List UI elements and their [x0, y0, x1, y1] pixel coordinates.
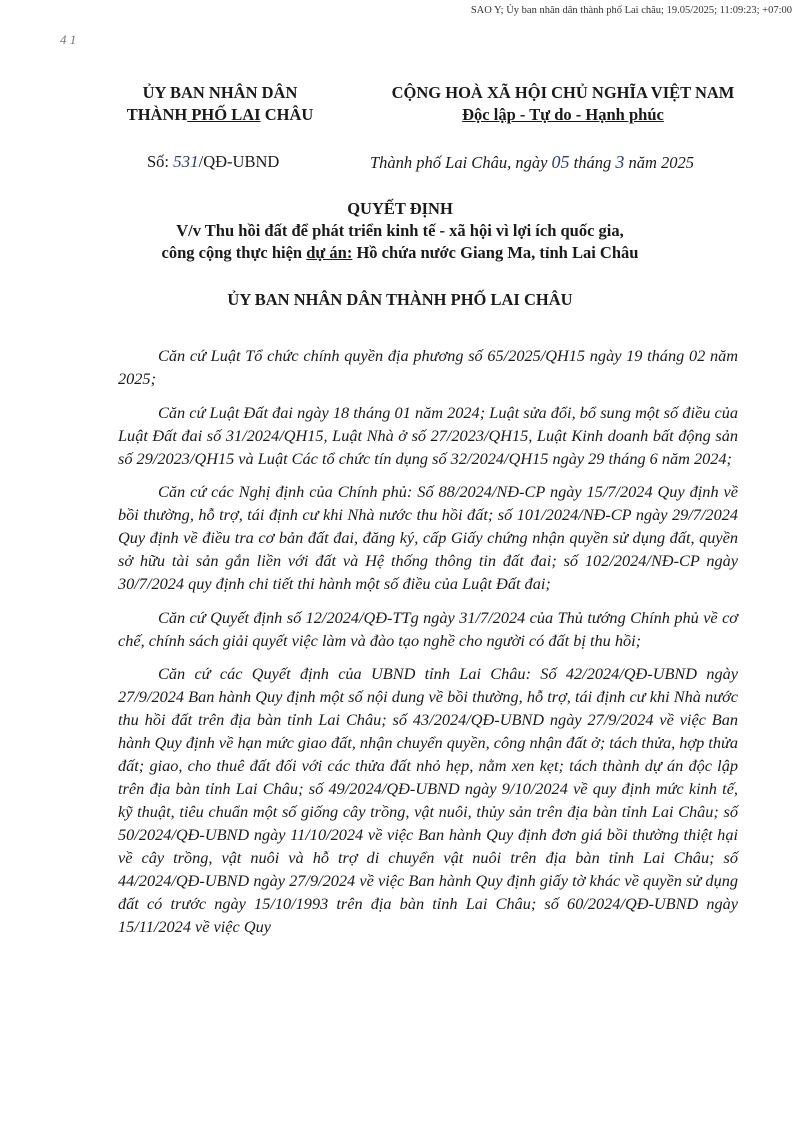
handwritten-margin-mark: 4 1: [60, 32, 77, 47]
legal-basis-paragraph-1: Căn cứ Luật Tổ chức chính quyền địa phương số 65/2025/QH15 ngày 19 tháng 02 năm 2025;: [118, 346, 738, 388]
date-suffix: năm 2025: [624, 153, 695, 172]
document-body: [118, 344, 738, 949]
issuing-agency: [92, 82, 348, 126]
date-mid: tháng: [569, 153, 616, 172]
agency-line-2: [92, 104, 348, 126]
agency-line-2-b: PHỐ LAI: [187, 105, 261, 124]
issuer-heading: ỦY BAN NHÂN DÂN THÀNH PHỐ LAI CHÂU: [227, 290, 573, 309]
date-month: 3: [615, 152, 625, 172]
subject-line-2-c: Hồ chứa nước Giang Ma, tỉnh Lai Châu: [352, 243, 639, 262]
national-title: [354, 82, 772, 126]
number-suffix: /QĐ-UBND: [198, 152, 280, 171]
decision-title: QUYẾT ĐỊNH: [347, 199, 453, 218]
agency-line-1: ỦY BAN NHÂN DÂN: [142, 83, 298, 102]
document-header: [0, 82, 800, 182]
subject-line-2-a: công cộng thực hiện: [161, 243, 307, 262]
date-prefix: Thành phố Lai Châu, ngày: [370, 153, 552, 172]
document-number: [147, 152, 279, 172]
legal-basis-paragraph-5: Căn cứ các Quyết định của UBND tỉnh Lai Châu: Số 42/2024/QĐ-UBND ngày 27/9/2024 Ban hành Quy định một số nội dung về bồi thường, hỗ trợ, tái định cư khi Nhà nước thu hồi đất trên địa bàn tỉnh Lai Châu; số 43/2024/QĐ-UBND ngày 27/9/2024 về việc Ban hành Quy định về hạn mức giao đất, nhận chuyển quyền, công nhận đất ở; tách thửa, hợp thửa đất; giao, cho thuê đất đối với các thửa đất nhỏ hẹp, nằm xen kẹt; tách thành dự án độc lập trên địa bàn tỉnh Lai Châu; số 49/2024/QĐ-UBND ngày 9/10/2024 về quy định mức kinh tế, kỹ thuật, tiêu chuẩn một số giống cây trồng, vật nuôi, thủy sản trên địa bàn tỉnh Lai Châu; số 50/2024/QĐ-UBND ngày 11/10/2024 về việc Ban hành Quy định đơn giá bồi thường thiệt hại về cây trồng, vật nuôi và hỗ trợ di chuyển vật nuôi trên địa bàn tỉnh Lai Châu; số 44/2024/QĐ-UBND ngày 27/9/2024 về việc Ban hành Quy định giấy tờ khác về quyền sử dụng đất có trước ngày 15/10/1993 trên địa bàn tỉnh Lai Châu; số 60/2024/QĐ-UBND ngày 15/11/2024 về việc Quy: [118, 664, 738, 936]
decision-title-block: [0, 198, 800, 264]
motto-text: Độc lập - Tự do - Hạnh phúc: [462, 105, 664, 124]
date-day: 05: [551, 152, 570, 172]
subject-line-2-b: dự án:: [306, 243, 353, 262]
legal-basis-paragraph-3: Căn cứ các Nghị định của Chính phủ: Số 88/2024/NĐ-CP ngày 15/7/2024 Quy định về bồi thường, hỗ trợ, tái định cư khi Nhà nước thu hồi đất; số 101/2024/NĐ-CP ngày 29/7/2024 Quy định về điều tra cơ bản đất đai, đăng ký, cấp Giấy chứng nhận quyền sử dụng đất, quyền sở hữu tài sản gắn liền với đất và Hệ thống thông tin đất đai; số 102/2024/NĐ-CP ngày 30/7/2024 quy định chi tiết thi hành một số điều của Luật Đất đai;: [118, 482, 738, 593]
decision-subject-line-1: V/v Thu hồi đất để phát triển kinh tế - xã hội vì lợi ích quốc gia,: [176, 221, 624, 240]
decision-subject-line-2: [0, 242, 800, 264]
number-prefix: Số:: [147, 152, 174, 171]
document-date: [370, 152, 694, 173]
number-handwritten: 531: [173, 152, 199, 171]
legal-basis-paragraph-4: Căn cứ Quyết định số 12/2024/QĐ-TTg ngày 31/7/2024 của Thủ tướng Chính phủ về cơ chế, chính sách giải quyết việc làm và đào tạo nghề cho người có đất bị thu hồi;: [118, 607, 738, 650]
country-name: CỘNG HOÀ XÃ HỘI CHỦ NGHĨA VIỆT NAM: [391, 83, 735, 102]
agency-line-2-c: CHÂU: [260, 105, 314, 124]
digital-copy-stamp: SAO Y; Ủy ban nhân dân thành phố Lai châu; 19.05/2025; 11:09:23; +07:00: [470, 5, 792, 16]
legal-basis-paragraph-2: Căn cứ Luật Đất đai ngày 18 tháng 01 năm 2024; Luật sửa đổi, bổ sung một số điều của Luật Đất đai số 31/2024/QH15, Luật Nhà ở số 27/2023/QH15, Luật Kinh doanh bất động sản số 29/2023/QH15 và Luật Các tổ chức tín dụng số 32/2024/QH15 ngày 29 tháng 6 năm 2024;: [118, 402, 738, 468]
motto: [354, 104, 772, 126]
agency-line-2-a: THÀNH: [126, 105, 188, 124]
